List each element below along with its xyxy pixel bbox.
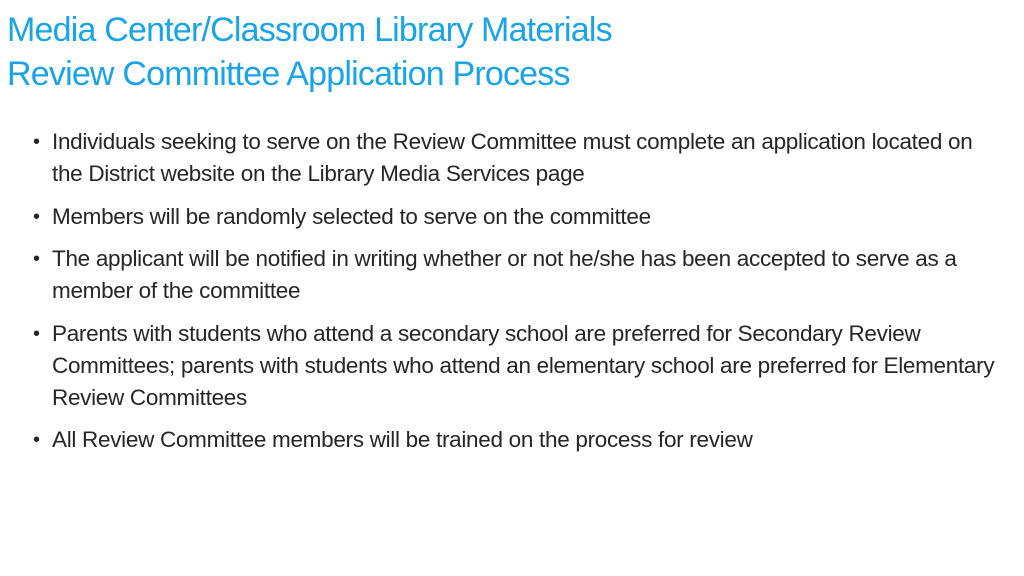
- bullet-item-random-selection: [33, 201, 1008, 233]
- bullet-dot-icon: •: [33, 322, 40, 345]
- bullet-dot-icon: •: [33, 131, 40, 153]
- bullet-text: Members will be randomly selected to serve on the committee: [52, 203, 651, 229]
- slide-title-line-2: Review Committee Application Process: [7, 55, 570, 93]
- bullet-dot-icon: •: [33, 248, 40, 270]
- bullet-text: Parents with students who attend a secondary school are preferred for Secondary Review Committees; parents with students who attend an elementary school are preferred for Elementary Review Committees: [52, 320, 995, 410]
- bullet-item-training: [33, 424, 1008, 456]
- bullet-dot-icon: •: [33, 429, 40, 451]
- bullet-text: All Review Committee members will be trained on the process for review: [52, 427, 753, 452]
- bullet-item-application: [33, 126, 1008, 190]
- slide-title-line-1: Media Center/Classroom Library Materials: [7, 11, 612, 49]
- bullet-dot-icon: •: [33, 205, 40, 228]
- bullet-item-notification: [33, 243, 1008, 307]
- slide-title: [7, 8, 1007, 96]
- bullet-item-parent-preference: [33, 318, 1008, 414]
- bullet-list: [33, 126, 1008, 467]
- bullet-text: Individuals seeking to serve on the Review Committee must complete an application located on the District website on the Library Media Services page: [52, 129, 973, 186]
- bullet-text: The applicant will be notified in writing whether or not he/she has been accepted to serve as a member of the committee: [52, 246, 957, 303]
